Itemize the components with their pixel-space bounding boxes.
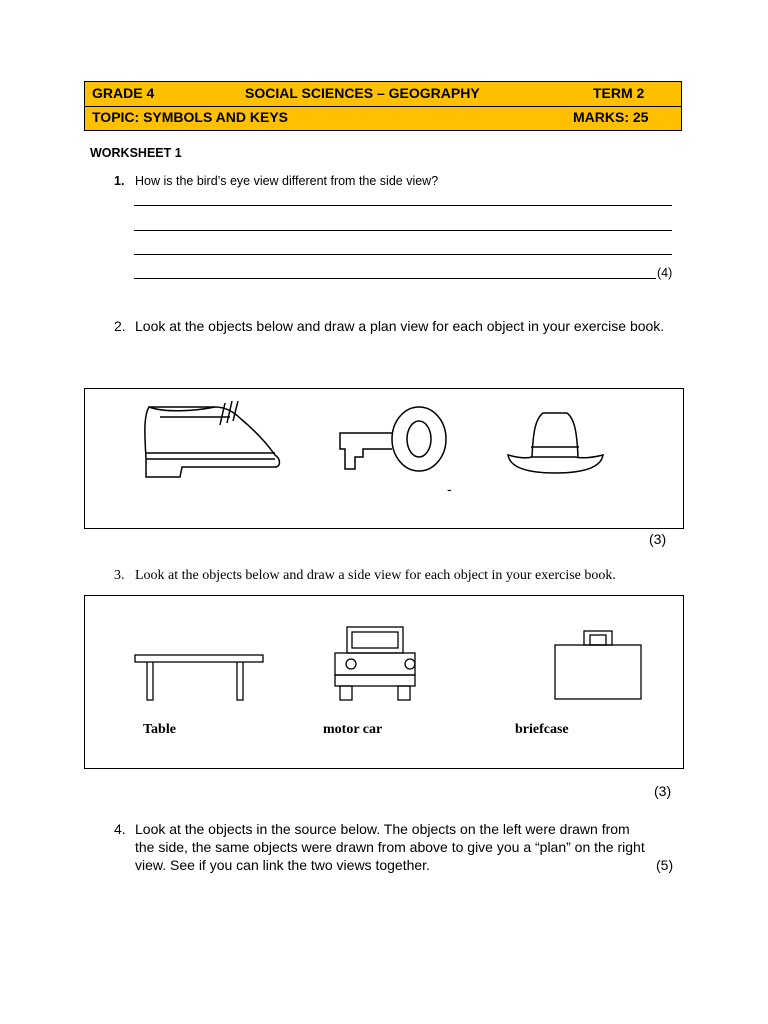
q4-marks: (5) [656, 857, 674, 873]
worksheet-title: WORKSHEET 1 [90, 146, 182, 160]
q2-number: 2. [114, 318, 126, 334]
answer-line-3 [134, 254, 672, 255]
topic-label: TOPIC: SYMBOLS AND KEYS [92, 109, 289, 125]
q1-text: How is the bird’s eye view different from the side view? [135, 174, 439, 188]
q3-number: 3. [114, 568, 125, 583]
shoe-icon [145, 401, 280, 477]
table-icon [135, 655, 263, 700]
header-table [84, 81, 682, 131]
answer-line-2 [134, 230, 672, 231]
label-motor-car: motor car [323, 722, 383, 737]
briefcase-icon [555, 631, 641, 699]
label-table: Table [143, 722, 176, 737]
answer-line-1 [134, 205, 672, 206]
q3-objects [85, 596, 683, 768]
header-row-2 [85, 106, 681, 130]
key-icon [340, 407, 446, 471]
term-label: TERM 2 [593, 85, 645, 101]
q1-number: 1. [114, 174, 125, 188]
grade-label: GRADE 4 [92, 85, 155, 101]
q3-marks: (3) [654, 783, 672, 799]
q2-figure-box [84, 388, 684, 529]
answer-line-4 [134, 278, 656, 279]
q2-text: Look at the objects below and draw a plan view for each object in your exercise book. [135, 318, 665, 334]
q2-dash: - [447, 481, 452, 497]
q2-marks: (3) [649, 531, 667, 547]
label-briefcase: briefcase [515, 722, 569, 737]
q4-number: 4. [114, 821, 126, 837]
q3-text: Look at the objects below and draw a side view for each object in your exercise book. [135, 568, 616, 583]
q4-text: Look at the objects in the source below. The objects on the left were drawn from the side, the same objects were drawn from above to give you a “plan” on the right view. See if you can link the two views together. [135, 821, 645, 873]
hat-icon [508, 413, 603, 473]
car-icon [335, 627, 415, 700]
q2-objects [85, 389, 683, 528]
subject-label: SOCIAL SCIENCES – GEOGRAPHY [245, 85, 480, 101]
q3-figure-box [84, 595, 684, 769]
q1-marks: (4) [657, 266, 673, 280]
marks-label: MARKS: 25 [573, 109, 649, 125]
header-row-1 [85, 82, 681, 107]
